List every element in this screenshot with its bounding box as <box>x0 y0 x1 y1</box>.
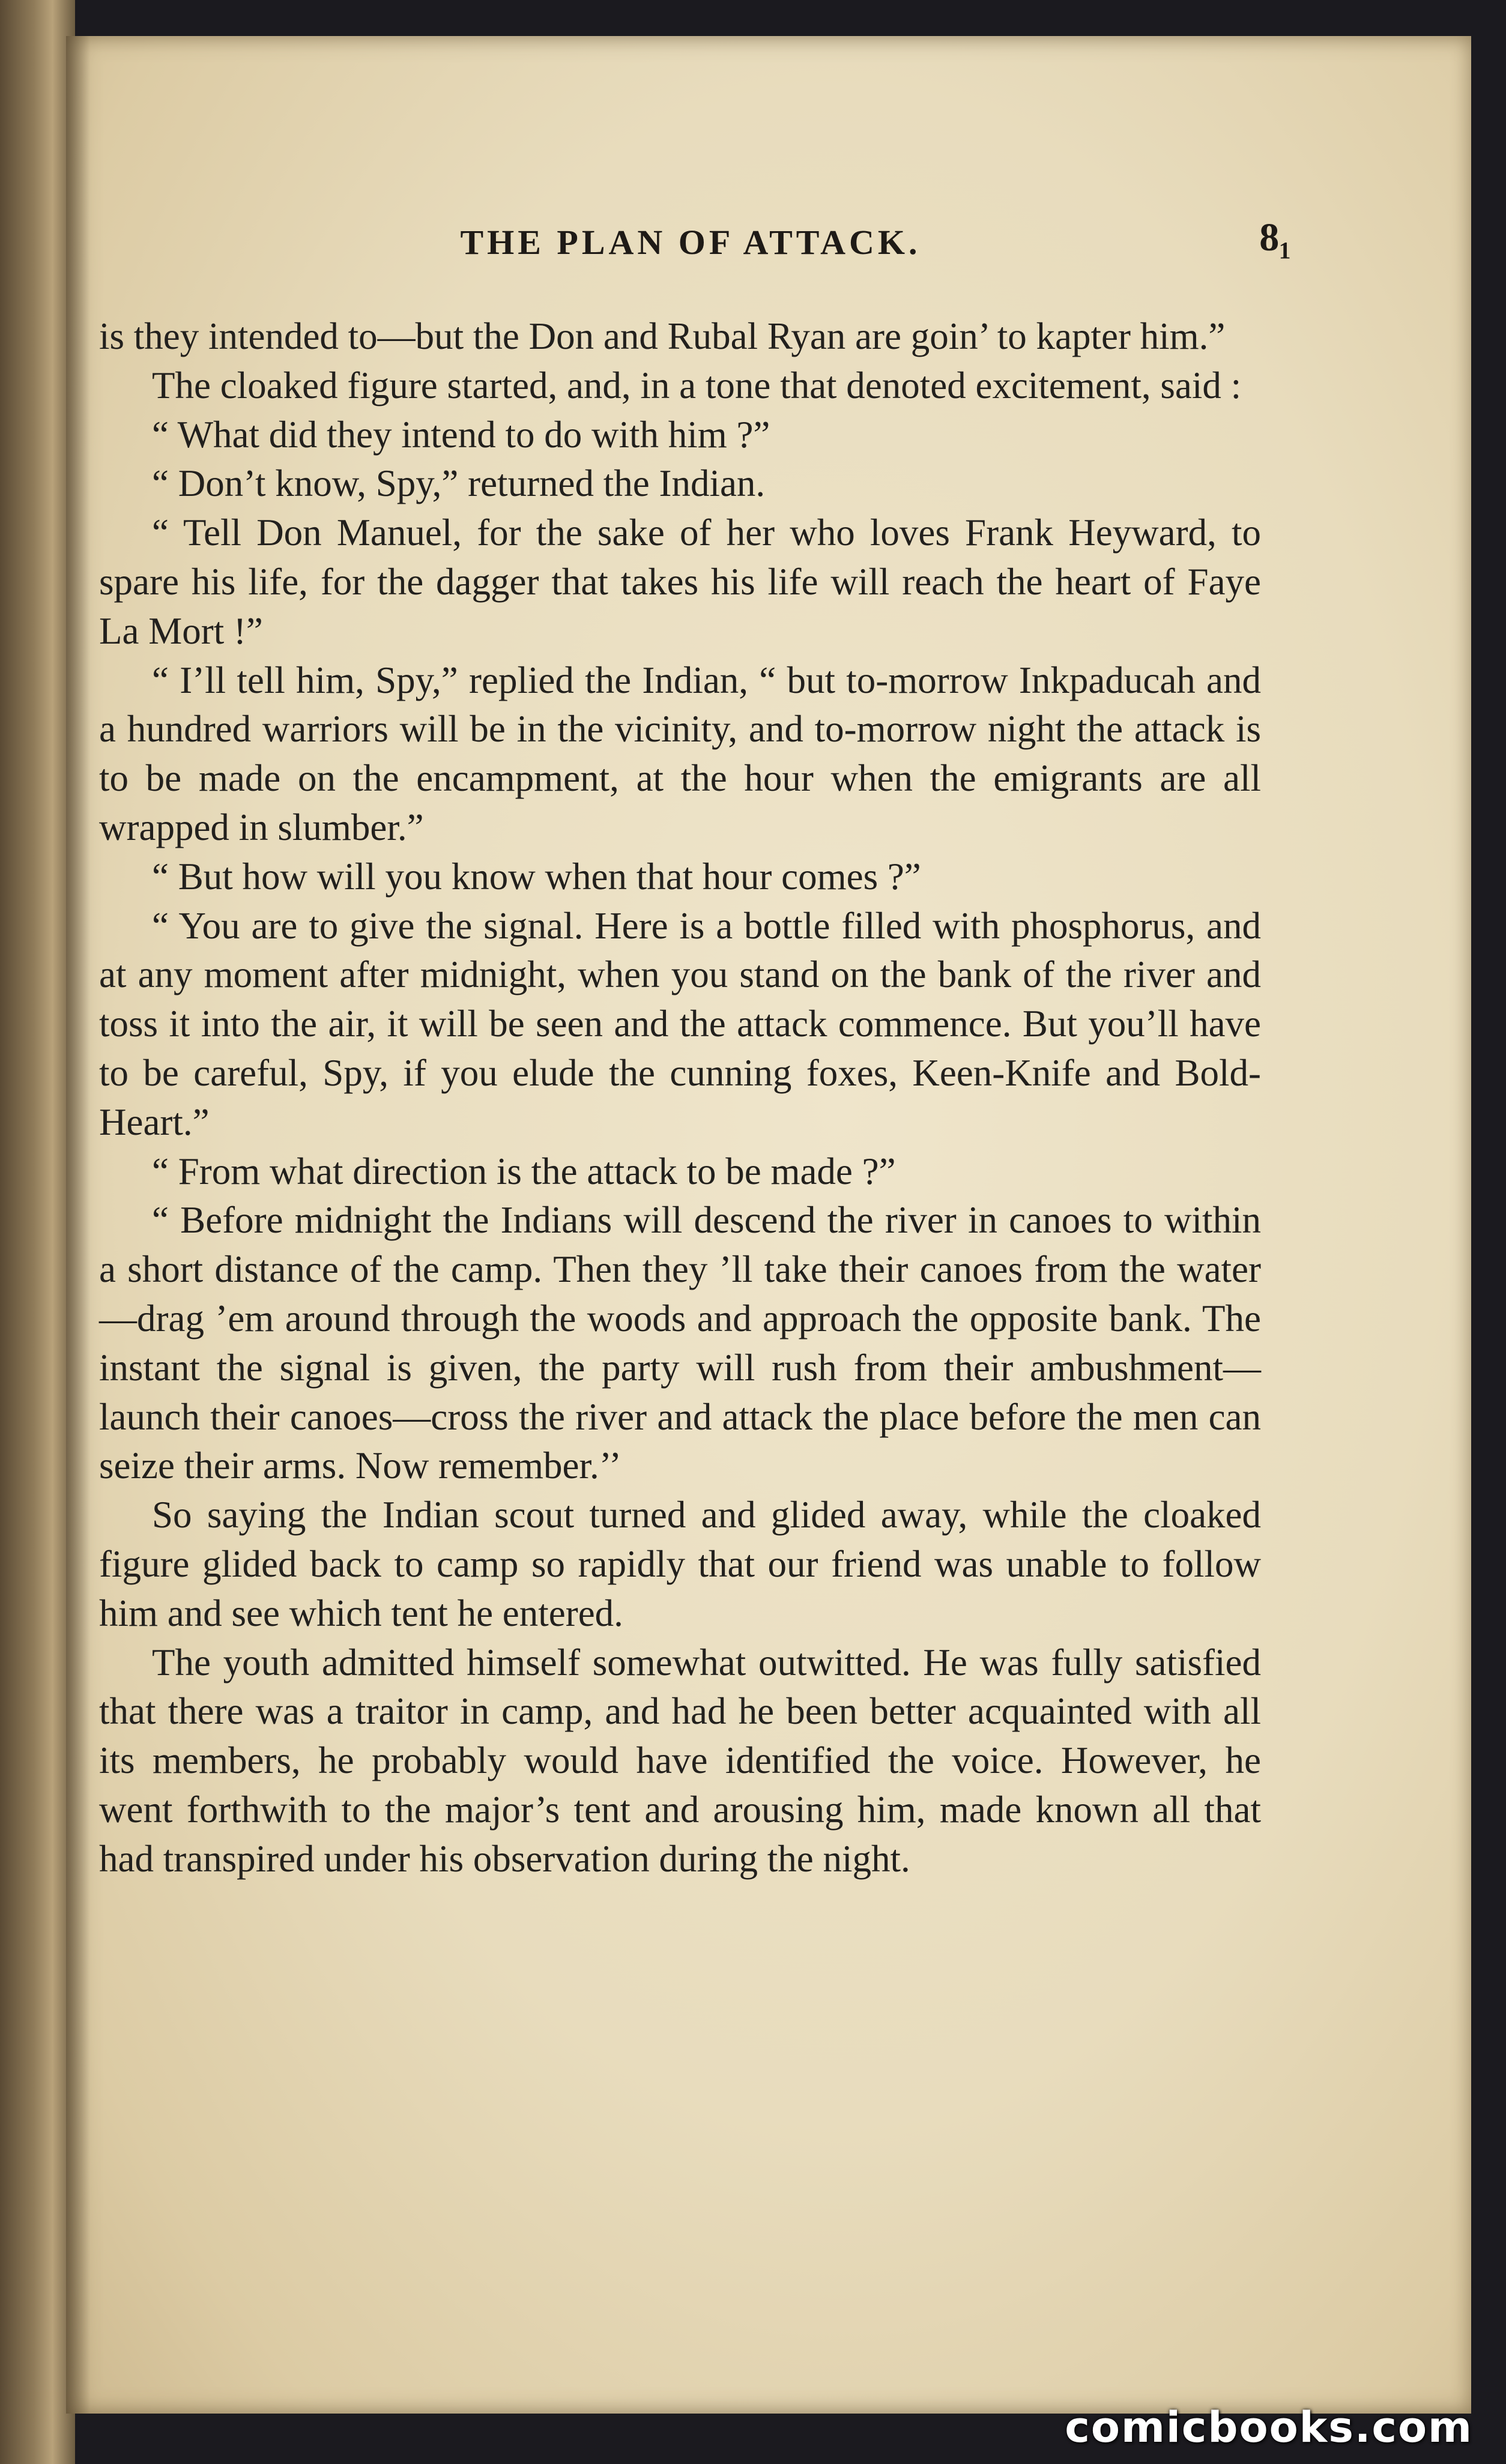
paragraph: The youth admitted himself somewhat outwitted. He was fully satisfied that there was a traitor in camp, and had he been better acquainted with all its members, he probably would have identified the voice. However, he went forthwith to the major’s tent and arousing him, made known all that had transpired under his observation during the night. <box>99 1641 1261 1880</box>
page-number: 8₁ <box>1259 216 1291 259</box>
book-page <box>66 36 1471 2414</box>
page-gutter-shadow <box>66 36 90 2414</box>
site-watermark: comicbooks.com <box>1065 2403 1473 2452</box>
paragraph: “ You are to give the signal. Here is a bottle filled with phosphorus, and at any moment after midnight, when you stand on the bank of the river and toss it into the air, it will be seen and the attack commence. But you’ll have to be careful, Spy, if you elude the cunning foxes, Keen-Knife and Bold-Heart.” <box>99 904 1261 1143</box>
paragraph: is they intended to—but the Don and Rubal Ryan are goin’ to kapter him.” <box>99 315 1226 357</box>
paragraph: “ Before midnight the Indians will descend the river in canoes to within a short distance of the camp. Then they ’ll take their canoes from the water—drag ’em around through the woods and approach the opposite bank. The instant the signal is given, the party will rush from their ambushment—launch their canoes—cross the river and attack the place before the men can seize their arms. Now remember.’’ <box>99 1199 1261 1487</box>
paragraph: “ Don’t know, Spy,” returned the Indian. <box>152 462 766 505</box>
paragraph: “ I’ll tell him, Spy,” replied the Indian, “ but to-morrow Inkpaducah and a hundred warriors will be in the vicinity, and to-morrow night the attack is to be made on the encampment, at the hour when the emigrants are all wrapped in slumber.” <box>99 659 1261 848</box>
paragraph: “ Tell Don Manuel, for the sake of her who loves Frank Heyward, to spare his life, for the dagger that takes his life will reach the heart of Faye La Mort !” <box>99 512 1261 652</box>
book-spine <box>0 0 75 2464</box>
paragraph: The cloaked figure started, and, in a tone that denoted excitement, said : <box>152 364 1242 406</box>
paragraph: “ From what direction is the attack to be made ?” <box>152 1150 896 1192</box>
paragraph: So saying the Indian scout turned and glided away, while the cloaked figure glided back to camp so rapidly that our friend was unable to follow him and see which tent he entered. <box>99 1494 1261 1634</box>
paragraph: “ But how will you know when that hour comes ?” <box>152 855 921 898</box>
running-head <box>66 192 1471 264</box>
running-title: THE PLAN OF ATTACK. <box>460 223 921 262</box>
body-text <box>99 312 1261 1884</box>
paragraph: “ What did they intend to do with him ?” <box>152 413 770 456</box>
